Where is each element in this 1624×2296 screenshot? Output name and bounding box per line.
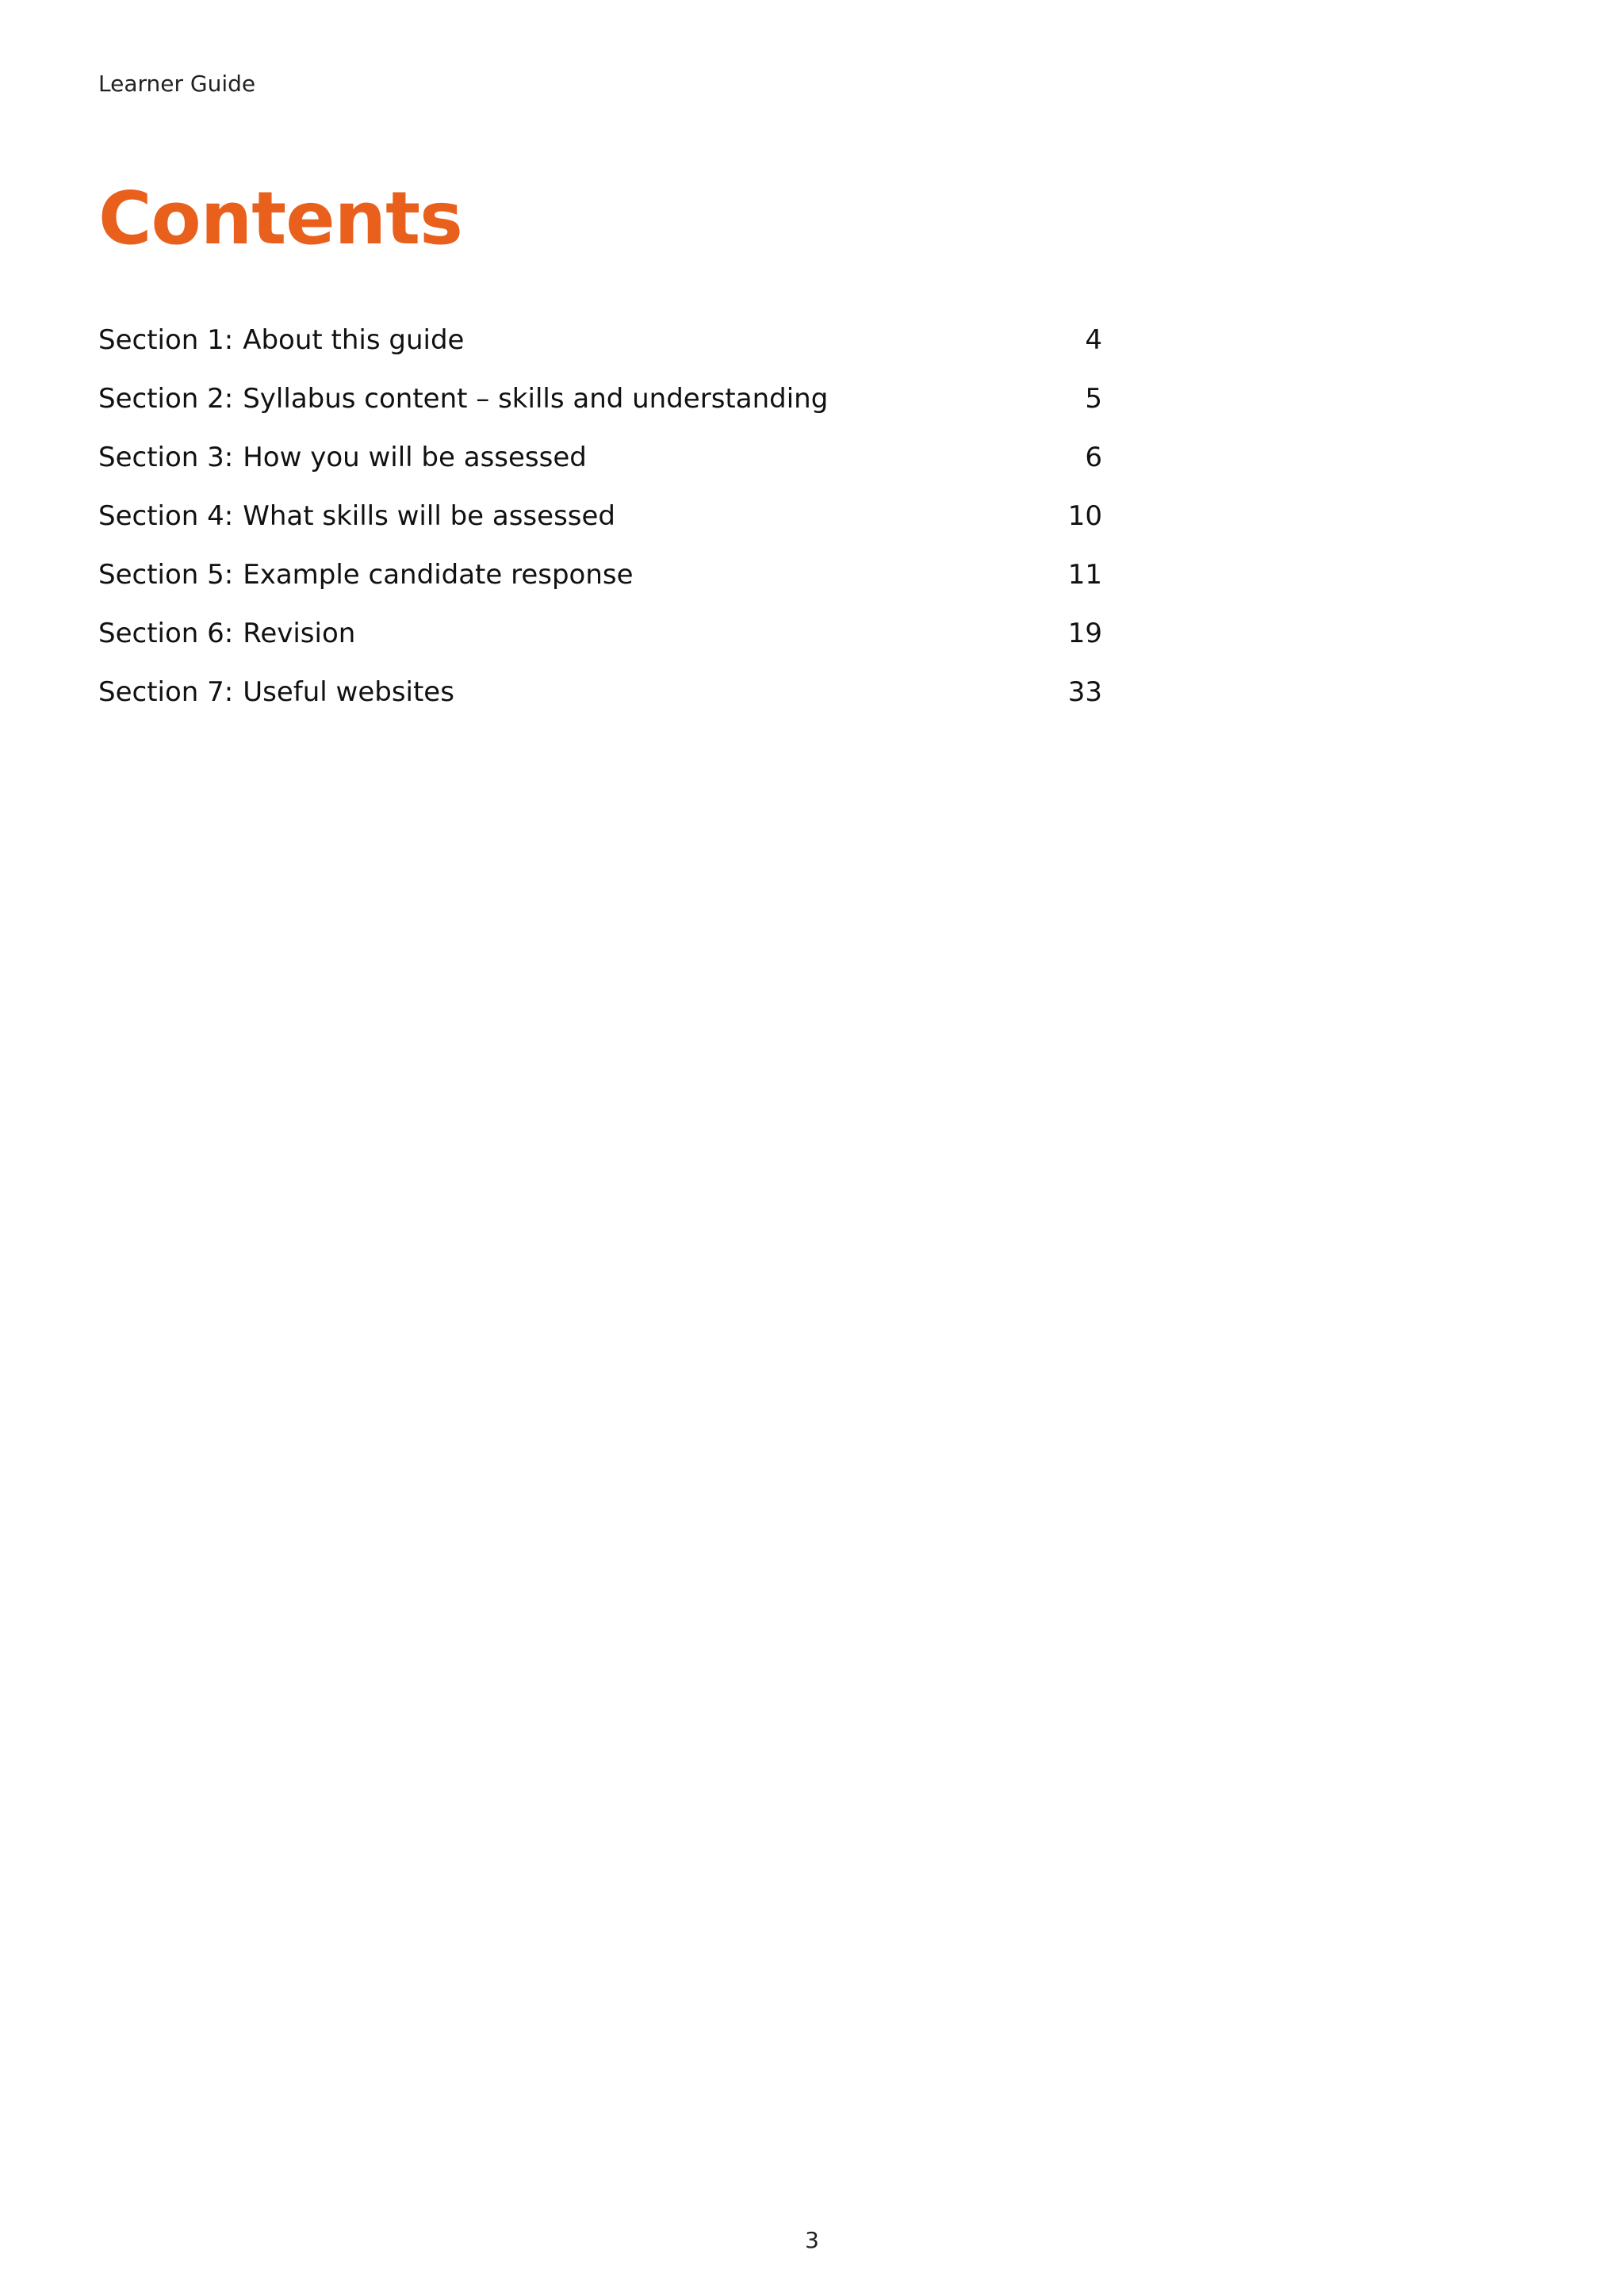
toc-section-number: Section 3: [98,442,234,473]
running-header: Learner Guide [98,71,256,97]
toc-section-number: Section 1: [98,324,234,356]
toc-entry-section-3[interactable] [98,428,1102,487]
toc-section-title: Example candidate response [243,559,634,591]
toc-section-title: Revision [243,618,356,649]
toc-section-title: What skills will be assessed [243,500,615,532]
toc-entry-section-5[interactable] [98,545,1102,604]
page-number: 3 [805,2227,819,2253]
toc-page-number: 19 [1067,618,1102,649]
toc-entry-section-4[interactable] [98,487,1102,545]
toc-entry-section-2[interactable] [98,369,1102,428]
toc-section-number: Section 7: [98,676,234,708]
toc-section-title: How you will be assessed [243,442,587,473]
toc-page-number: 33 [1067,676,1102,708]
toc-page-number: 5 [1085,383,1102,415]
toc-page-number: 10 [1067,500,1102,532]
toc-entry-section-7[interactable] [98,663,1102,721]
toc-page-number: 4 [1085,324,1102,356]
toc-entry-section-1[interactable] [98,311,1102,369]
toc-section-title: Useful websites [243,676,454,708]
toc-section-number: Section 4: [98,500,234,532]
toc-section-number: Section 6: [98,618,234,649]
toc-section-number: Section 5: [98,559,234,591]
toc-section-number: Section 2: [98,383,234,415]
toc-entry-section-6[interactable] [98,604,1102,663]
toc-page-number: 6 [1085,442,1102,473]
toc-section-title: About this guide [243,324,465,356]
contents-title: Contents [98,176,462,261]
table-of-contents [98,311,1102,721]
toc-page-number: 11 [1067,559,1102,591]
toc-section-title: Syllabus content – skills and understanding [243,383,829,415]
